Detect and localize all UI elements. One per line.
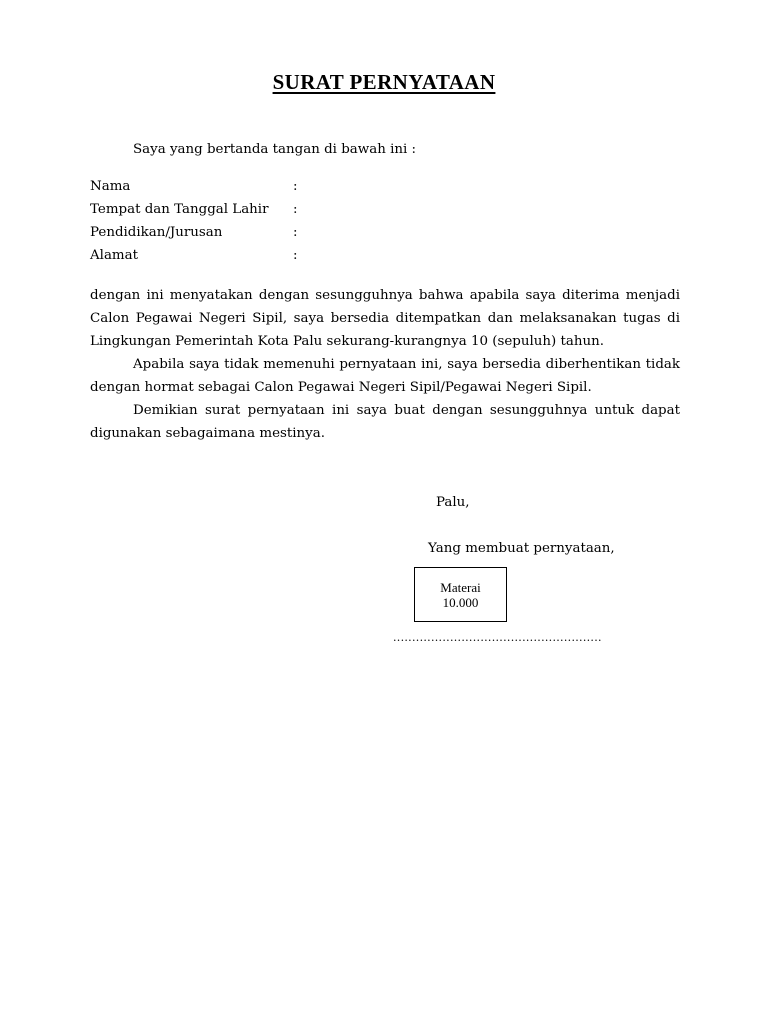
signature-place: Palu, [436, 495, 470, 510]
statement-body [90, 284, 680, 445]
document-title [0, 70, 768, 95]
stamp-label: Materai [440, 579, 481, 595]
intro-line: Saya yang bertanda tangan di bawah ini : [133, 142, 417, 157]
field-colon-nama: : [293, 179, 298, 194]
field-label-tempat-tanggal-lahir: Tempat dan Tanggal Lahir [90, 202, 269, 217]
identity-fields [90, 175, 490, 267]
materai-stamp-box [414, 567, 507, 622]
title-text: SURAT PERNYATAAN [272, 70, 496, 94]
closing-paragraph: Demikian surat pernyataan ini saya buat dengan sesungguhnya untuk dapat digunakan sebagaimana mestinya. [90, 403, 680, 441]
field-row-pendidikan-jurusan [90, 221, 490, 244]
field-row-alamat [90, 244, 490, 267]
stamp-value: 10.000 [442, 594, 479, 610]
field-row-tempat-tanggal-lahir [90, 198, 490, 221]
signature-maker-label: Yang membuat pernyataan, [428, 541, 615, 556]
field-colon-pendidikan-jurusan: : [293, 225, 298, 240]
field-row-nama [90, 175, 490, 198]
statement-paragraph: dengan ini menyatakan dengan sesungguhnya bahwa apabila saya diterima menjadi Calon Pegawai Negeri Sipil, saya bersedia ditempatkan dan melaksanakan tugas di Lingkungan Pemerintah Kota Palu sekurang-kurangnya 10 (sepuluh) tahun. [90, 288, 680, 349]
field-label-alamat: Alamat [90, 248, 138, 263]
field-colon-alamat: : [293, 248, 298, 263]
field-label-pendidikan-jurusan: Pendidikan/Jurusan [90, 225, 223, 240]
field-colon-tempat-tanggal-lahir: : [293, 202, 298, 217]
signature-name-line: ....................................................... [393, 631, 602, 644]
consequence-paragraph: Apabila saya tidak memenuhi pernyataan ini, saya bersedia diberhentikan tidak dengan hormat sebagai Calon Pegawai Negeri Sipil/Pegawai Negeri Sipil. [90, 357, 680, 395]
field-label-nama: Nama [90, 179, 131, 194]
